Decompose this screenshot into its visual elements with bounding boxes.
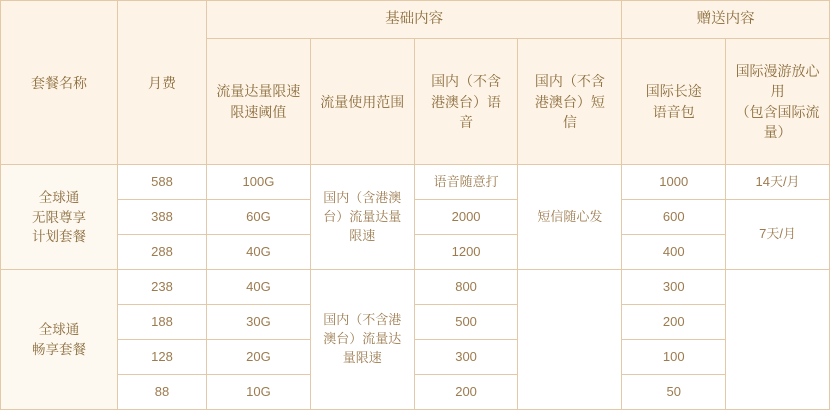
monthly-fee-cell: 388 — [118, 200, 207, 235]
table-row — [1, 165, 830, 200]
table-body — [1, 165, 830, 410]
column-header-data-usage-scope: 流量使用范围 — [310, 39, 414, 165]
intl-roaming-cell: 14天/月 — [726, 165, 830, 200]
speed-limit-threshold-cell: 40G — [207, 270, 311, 305]
monthly-fee-cell: 588 — [118, 165, 207, 200]
table-row — [1, 305, 830, 340]
intl-long-distance-cell: 400 — [622, 235, 726, 270]
intl-roaming-cell — [726, 270, 830, 410]
intl-long-distance-cell: 200 — [622, 305, 726, 340]
domestic-voice-cell: 1200 — [414, 235, 518, 270]
column-header-domestic-voice: 国内（不含 港澳台）语 音 — [414, 39, 518, 165]
table-row — [1, 200, 830, 235]
monthly-fee-cell: 188 — [118, 305, 207, 340]
monthly-fee-cell: 128 — [118, 340, 207, 375]
domestic-voice-cell: 200 — [414, 375, 518, 410]
intl-long-distance-cell: 100 — [622, 340, 726, 375]
table-row — [1, 375, 830, 410]
monthly-fee-cell: 238 — [118, 270, 207, 305]
domestic-voice-cell: 500 — [414, 305, 518, 340]
data-usage-scope-cell: 国内（含港澳 台）流量达量 限速 — [310, 165, 414, 270]
table-row — [1, 270, 830, 305]
header-row-top — [1, 1, 830, 39]
header-group-gift: 赠送内容 — [622, 1, 830, 39]
speed-limit-threshold-cell: 30G — [207, 305, 311, 340]
header-group-basic: 基础内容 — [207, 1, 622, 39]
speed-limit-threshold-cell: 100G — [207, 165, 311, 200]
speed-limit-threshold-cell: 20G — [207, 340, 311, 375]
intl-long-distance-cell: 50 — [622, 375, 726, 410]
column-header-plan-name: 套餐名称 — [1, 1, 118, 165]
intl-long-distance-cell: 1000 — [622, 165, 726, 200]
monthly-fee-cell: 288 — [118, 235, 207, 270]
domestic-voice-cell: 2000 — [414, 200, 518, 235]
column-header-intl-roaming: 国际漫游放心用 （包含国际流量） — [726, 39, 830, 165]
plan-name-cell: 全球通 畅享套餐 — [1, 270, 118, 410]
speed-limit-threshold-cell: 60G — [207, 200, 311, 235]
column-header-intl-long-distance: 国际长途 语音包 — [622, 39, 726, 165]
plan-name-cell: 全球通 无限尊享 计划套餐 — [1, 165, 118, 270]
domestic-sms-cell: 短信随心发 — [518, 165, 622, 270]
column-header-domestic-sms: 国内（不含 港澳台）短 信 — [518, 39, 622, 165]
column-header-speed-limit-threshold: 流量达量限速 限速阈值 — [207, 39, 311, 165]
table-row — [1, 235, 830, 270]
domestic-sms-cell — [518, 270, 622, 410]
intl-long-distance-cell: 600 — [622, 200, 726, 235]
column-header-monthly-fee: 月费 — [118, 1, 207, 165]
speed-limit-threshold-cell: 10G — [207, 375, 311, 410]
intl-long-distance-cell: 300 — [622, 270, 726, 305]
monthly-fee-cell: 88 — [118, 375, 207, 410]
speed-limit-threshold-cell: 40G — [207, 235, 311, 270]
domestic-voice-cell: 300 — [414, 340, 518, 375]
table-row — [1, 340, 830, 375]
domestic-voice-cell: 语音随意打 — [414, 165, 518, 200]
intl-roaming-cell: 7天/月 — [726, 200, 830, 270]
data-usage-scope-cell: 国内（不含港 澳台）流量达 量限速 — [310, 270, 414, 410]
domestic-voice-cell: 800 — [414, 270, 518, 305]
